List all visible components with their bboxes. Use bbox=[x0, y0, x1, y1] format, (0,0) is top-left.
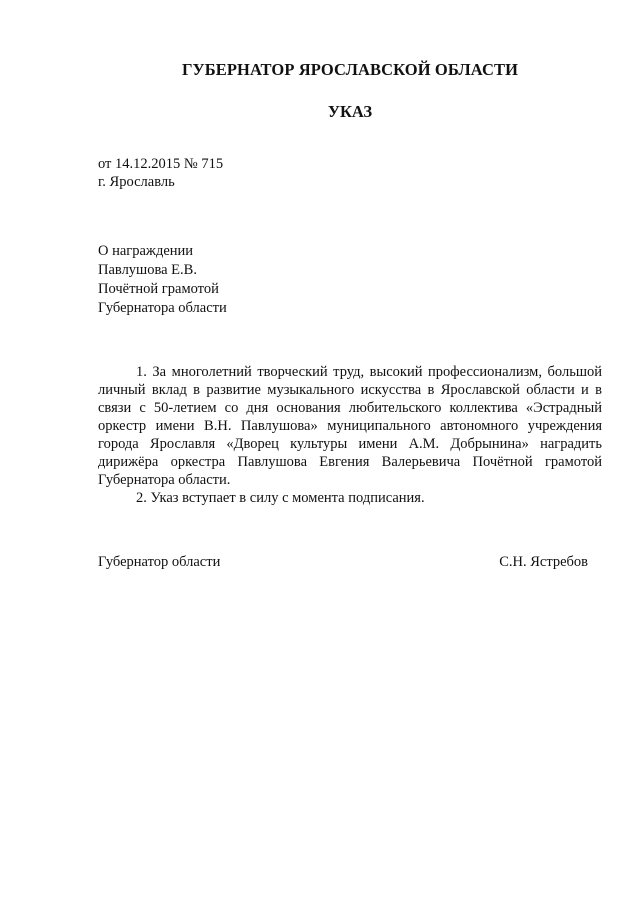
document-type: УКАЗ bbox=[327, 102, 373, 121]
subject-line: Павлушова Е.В. bbox=[98, 262, 197, 278]
subject-line: Почётной грамотой bbox=[98, 281, 219, 297]
subject-line: О награждении bbox=[98, 243, 194, 259]
document-meta bbox=[98, 155, 223, 191]
issuer-title: ГУБЕРНАТОР ЯРОСЛАВСКОЙ ОБЛАСТИ bbox=[181, 60, 519, 79]
document-subject bbox=[98, 242, 227, 318]
city: г. Ярославль bbox=[98, 174, 175, 190]
date-number: от 14.12.2015 № 715 bbox=[98, 156, 224, 172]
signatory-position: Губернатор области bbox=[98, 554, 221, 570]
body-paragraph-1: 1. За многолетний творческий труд, высокий профессионализм, большой личный вклад в развитие музыкального искусства в Ярославской области и в связи с 50-летием со дня основания любительского коллектива «Эстрадный оркестр имени В.Н. Павлушова» муниципального автономного учреждения города Ярославля «Дворец культуры имени А.М. Добрынина» наградить дирижёра оркестра Павлушова Евгения Валерьевича Почётной грамотой Губернатора области. bbox=[98, 364, 602, 488]
signatory-name: С.Н. Ястребов bbox=[499, 554, 588, 570]
document-body bbox=[98, 363, 602, 507]
signature-block bbox=[98, 554, 588, 571]
subject-line: Губернатора области bbox=[98, 300, 227, 316]
body-paragraph-2: 2. Указ вступает в силу с момента подписания. bbox=[136, 490, 425, 506]
